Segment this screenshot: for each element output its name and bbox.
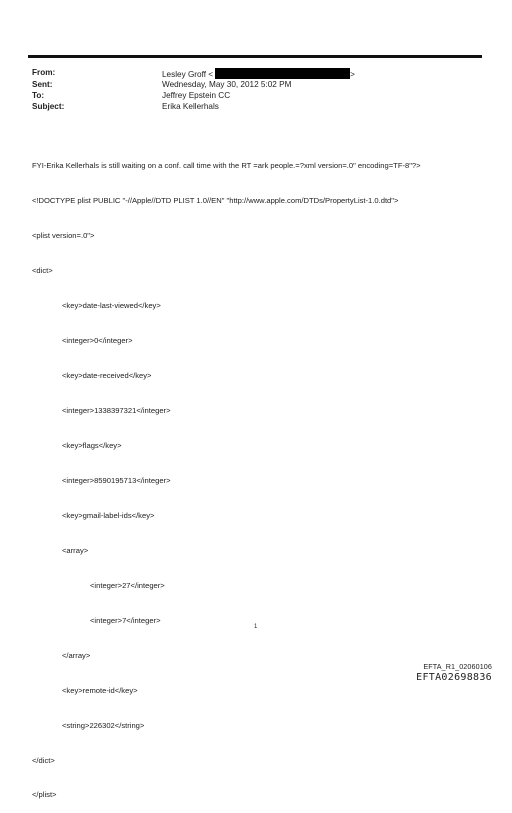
body-line: <key>date-received</key> [62, 371, 152, 381]
bates-number-secondary: EFTA02698836 [416, 672, 492, 683]
body-line: <integer>1338397321</integer> [62, 405, 171, 415]
body-line: </dict> [32, 755, 55, 765]
subject-value: Erika Kellerhals [162, 102, 219, 111]
body-line: <key>date-last-viewed</key> [62, 301, 161, 311]
body-line: FYI-Erika Kellerhals is still waiting on a conf. call time with the RT =ark people.=?xml version=.0" encoding=TF-8"?> [32, 161, 421, 171]
from-redaction-suffix: > [350, 70, 355, 79]
body-line: <integer>27</integer> [90, 580, 165, 590]
sent-label: Sent: [32, 80, 53, 89]
body-line: <key>flags</key> [62, 440, 122, 450]
body-line: <integer>8590195713</integer> [62, 475, 171, 485]
bates-number-primary: EFTA_R1_02060106 [423, 662, 492, 671]
body-line: <plist version=.0"> [32, 231, 95, 241]
body-line: <dict> [32, 266, 53, 276]
body-line: <integer>0</integer> [62, 336, 133, 346]
email-body [32, 137, 421, 813]
body-line: <array> [62, 545, 89, 555]
body-line: </array> [62, 650, 91, 660]
from-name: Lesley Groff [162, 70, 206, 79]
redaction-box [215, 68, 350, 79]
body-line: <integer>7</integer> [90, 615, 161, 625]
body-line: <key>gmail-label-ids</key> [62, 510, 155, 520]
page-number: 1 [254, 624, 258, 630]
body-line: </plist> [32, 790, 57, 800]
body-line: <string>226302</string> [62, 720, 145, 730]
from-value: Lesley Groff < > [162, 70, 355, 79]
sent-value: Wednesday, May 30, 2012 5:02 PM [162, 80, 292, 89]
to-value: Jeffrey Epstein CC [162, 91, 231, 100]
subject-label: Subject: [32, 102, 65, 111]
body-line: <key>remote-id</key> [62, 685, 138, 695]
header-divider [28, 55, 482, 58]
from-label: From: [32, 68, 56, 77]
body-line: <!DOCTYPE plist PUBLIC "-//Apple//DTD PLIST 1.0//EN" "http://www.apple.com/DTDs/PropertyList-1.0.dtd"> [32, 196, 399, 206]
to-label: To: [32, 91, 45, 100]
